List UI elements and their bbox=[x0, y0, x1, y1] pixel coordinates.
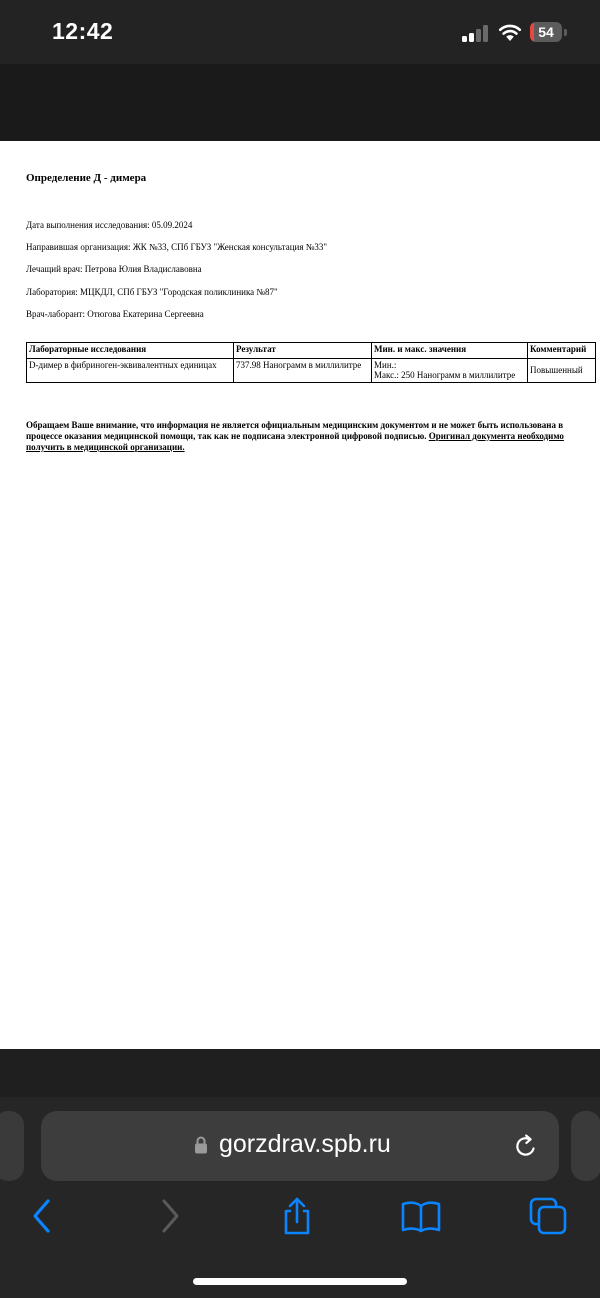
info-laboratory: Лаборатория: МЦКДЛ, СПб ГБУЗ "Городская поликлиника №87" bbox=[26, 287, 278, 297]
header-lab-tests: Лабораторные исследования bbox=[27, 343, 234, 359]
tabs-icon[interactable] bbox=[528, 1196, 568, 1236]
table-row bbox=[27, 359, 596, 383]
range-min: Мин.: bbox=[374, 360, 397, 370]
reload-icon[interactable] bbox=[511, 1131, 541, 1161]
disclaimer-original-note: Оригинал документа необходимо получить в медицинской организации. bbox=[26, 430, 564, 452]
back-chevron-icon[interactable] bbox=[21, 1196, 61, 1236]
info-attending-doctor: Лечащий врач: Петрова Юлия Владиславовна bbox=[26, 264, 202, 274]
battery-level: 54 bbox=[538, 24, 554, 40]
cell-result: 737.98 Нанограмм в миллилитре bbox=[234, 359, 372, 383]
cell-range bbox=[372, 359, 528, 383]
disclaimer-text: Обращаем Ваше внимание, что информация не является официальным медицинским документом и не может быть использована в процессе оказания медицинской помощи, так как не подписана электронной цифровой подписью. bbox=[26, 420, 564, 441]
lock-icon bbox=[194, 1135, 208, 1155]
document-title: Определение Д - димера bbox=[26, 172, 147, 184]
next-tab-preview[interactable] bbox=[571, 1111, 600, 1181]
document-page[interactable] bbox=[0, 141, 600, 1049]
info-referring-organization: Направившая организация: ЖК №33, СПб ГБУЗ "Женская консультация №33" bbox=[26, 242, 328, 252]
browser-top-area bbox=[0, 64, 600, 141]
cellular-signal-icon bbox=[462, 24, 490, 42]
home-indicator[interactable] bbox=[193, 1278, 407, 1285]
previous-tab-preview[interactable] bbox=[0, 1111, 24, 1181]
header-range: Мин. и макс. значения bbox=[372, 343, 528, 359]
results-table bbox=[26, 342, 596, 383]
disclaimer-notice bbox=[26, 420, 586, 452]
url-text[interactable]: gorzdrav.spb.ru bbox=[219, 1130, 391, 1158]
status-bar bbox=[0, 0, 600, 64]
cell-test-name: D-димер в фибриноген-эквивалентных единицах bbox=[27, 359, 234, 383]
wifi-icon bbox=[498, 22, 522, 42]
header-result: Результат bbox=[234, 343, 372, 359]
info-exam-date: Дата выполнения исследования: 05.09.2024 bbox=[26, 220, 193, 230]
cell-comment: Повышенный bbox=[528, 359, 596, 383]
share-icon[interactable] bbox=[277, 1196, 317, 1236]
address-bar[interactable] bbox=[41, 1111, 559, 1181]
info-lab-doctor: Врач-лаборант: Отюгова Екатерина Сергеевна bbox=[26, 309, 204, 319]
range-max: Макс.: 250 Нанограмм в миллилитре bbox=[374, 370, 516, 381]
table-header-row bbox=[27, 343, 596, 359]
status-time: 12:42 bbox=[52, 18, 114, 44]
battery-icon bbox=[530, 22, 568, 42]
bookmarks-book-icon[interactable] bbox=[401, 1196, 441, 1236]
forward-chevron-icon[interactable] bbox=[151, 1196, 191, 1236]
header-comment: Комментарий bbox=[528, 343, 596, 359]
